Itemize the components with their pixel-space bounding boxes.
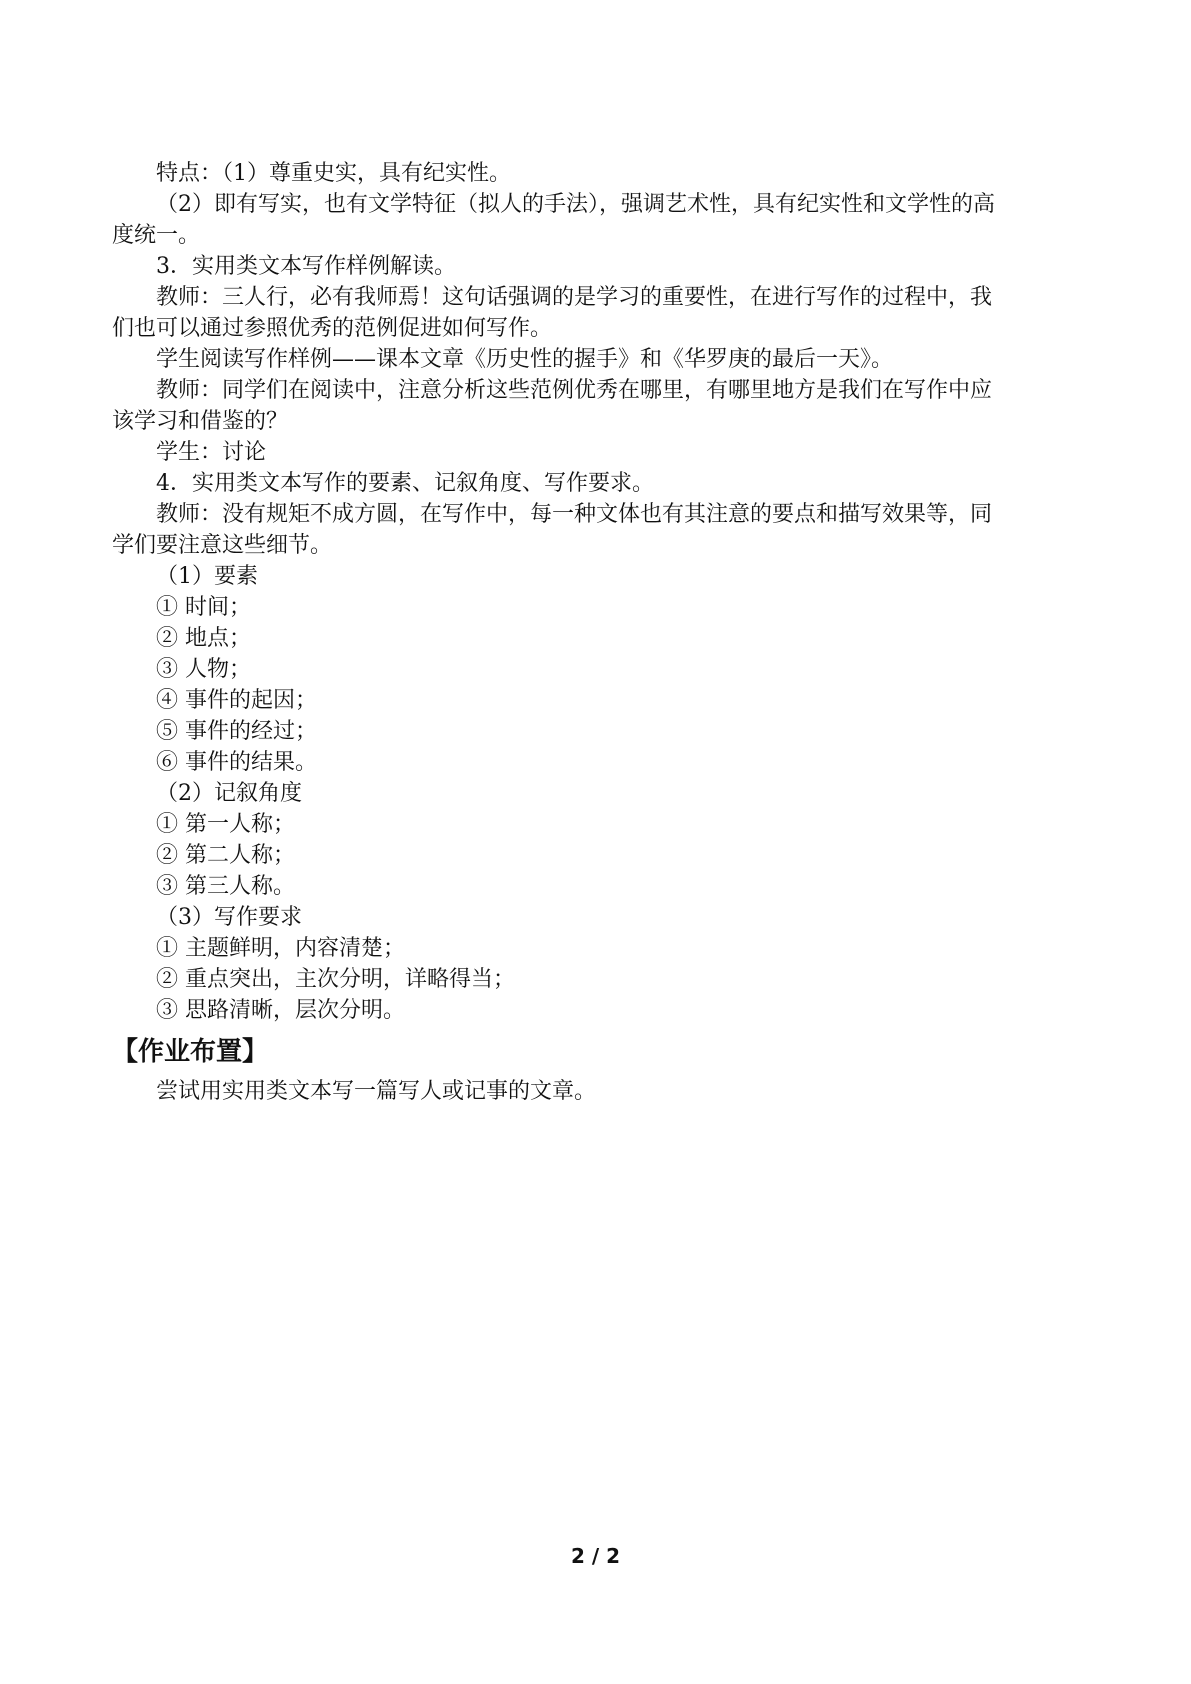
text-line: 特点：（1）尊重史实，具有纪实性。 — [156, 161, 511, 186]
list-item: ⑤ 事件的经过； — [156, 719, 317, 744]
text-line: （2）即有写实，也有文学特征（拟人的手法），强调艺术性，具有纪实性和文学性的高 — [156, 192, 995, 217]
section-label-elements: （1）要素 — [156, 564, 258, 589]
list-item: ② 地点； — [156, 626, 251, 651]
list-item: ② 重点突出，主次分明，详略得当； — [156, 967, 515, 992]
text-line: 学们要注意这些细节。 — [112, 533, 333, 558]
list-item: ② 第二人称； — [156, 843, 295, 868]
text-line: 学生阅读写作样例——课本文章《历史性的握手》和《华罗庚的最后一天》。 — [156, 347, 894, 372]
list-item: ① 第一人称； — [156, 812, 295, 837]
section-label-perspective: （2）记叙角度 — [156, 781, 302, 806]
list-item: ① 主题鲜明，内容清楚； — [156, 936, 405, 961]
page-content — [112, 158, 1092, 1107]
text-line: 3．实用类文本写作样例解读。 — [156, 254, 456, 279]
text-line: 们也可以通过参照优秀的范例促进如何写作。 — [112, 316, 553, 341]
list-item: ③ 第三人称。 — [156, 874, 295, 899]
text-line: 教师：同学们在阅读中，注意分析这些范例优秀在哪里，有哪里地方是我们在写作中应 — [156, 378, 993, 403]
text-line: 该学习和借鉴的？ — [112, 409, 289, 434]
list-item: ① 时间； — [156, 595, 251, 620]
homework-heading: 【作业布置】 — [112, 1037, 269, 1067]
text-line: 教师：三人行，必有我师焉！这句话强调的是学习的重要性，在进行写作的过程中，我 — [156, 285, 993, 310]
list-item: ④ 事件的起因； — [156, 688, 317, 713]
homework-text: 尝试用实用类文本写一篇写人或记事的文章。 — [156, 1079, 597, 1104]
list-item: ③ 人物； — [156, 657, 251, 682]
section-label-requirements: （3）写作要求 — [156, 905, 302, 930]
list-item: ③ 思路清晰，层次分明。 — [156, 998, 405, 1023]
text-line: 教师：没有规矩不成方圆，在写作中，每一种文体也有其注意的要点和描写效果等，同 — [156, 502, 993, 527]
text-line: 度统一。 — [112, 223, 201, 248]
text-line: 学生：讨论 — [156, 440, 267, 465]
page-number: 2 / 2 — [570, 1544, 621, 1568]
list-item: ⑥ 事件的结果。 — [156, 750, 317, 775]
text-line: 4．实用类文本写作的要素、记叙角度、写作要求。 — [156, 471, 654, 496]
